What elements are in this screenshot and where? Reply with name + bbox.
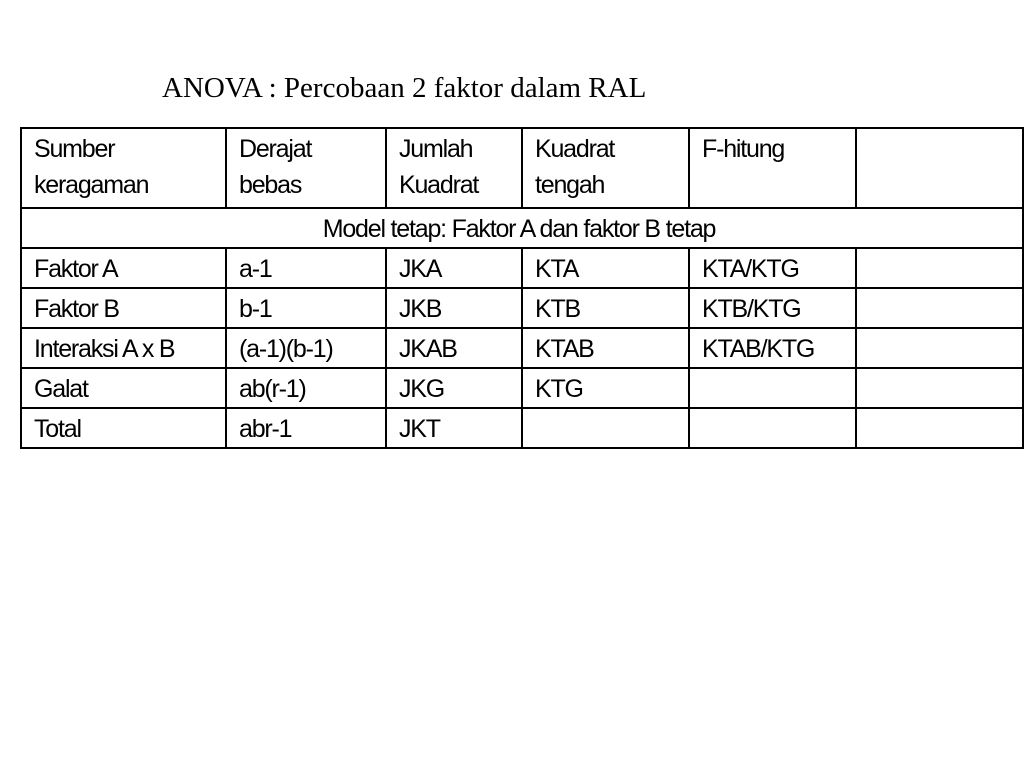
- header-line: bebas: [239, 171, 302, 199]
- header-cell-derajat-bebas: [226, 128, 386, 208]
- header-cell-jumlah-kuadrat: [386, 128, 522, 208]
- header-cell-f-hitung: [689, 128, 856, 208]
- table-row: [21, 368, 1023, 408]
- table-cell: abr-1: [226, 408, 386, 448]
- table-cell: [689, 368, 856, 408]
- table-cell: Faktor A: [21, 248, 226, 288]
- table-cell: KTA/KTG: [689, 248, 856, 288]
- table-row: [21, 248, 1023, 288]
- table-cell: KTB: [522, 288, 689, 328]
- table-cell: Galat: [21, 368, 226, 408]
- table-cell: a-1: [226, 248, 386, 288]
- header-cell-kuadrat-tengah: [522, 128, 689, 208]
- table-header-row: [21, 128, 1023, 208]
- table-cell: KTA: [522, 248, 689, 288]
- header-cell-empty: [856, 128, 1023, 208]
- table-cell: b-1: [226, 288, 386, 328]
- table-cell: Total: [21, 408, 226, 448]
- table-cell: Faktor B: [21, 288, 226, 328]
- table-cell: JKA: [386, 248, 522, 288]
- table-cell: JKG: [386, 368, 522, 408]
- header-line: F-hitung: [702, 135, 785, 163]
- table-row: [21, 288, 1023, 328]
- table-row: [21, 408, 1023, 448]
- header-cell-sumber-keragaman: [21, 128, 226, 208]
- table-cell: JKB: [386, 288, 522, 328]
- header-line: Derajat: [239, 135, 312, 163]
- table-cell: KTG: [522, 368, 689, 408]
- table-cell: KTAB/KTG: [689, 328, 856, 368]
- table-cell: [856, 288, 1023, 328]
- header-line: Jumlah: [399, 135, 473, 163]
- table-cell: JKAB: [386, 328, 522, 368]
- table-cell: ab(r-1): [226, 368, 386, 408]
- table-cell: KTB/KTG: [689, 288, 856, 328]
- table-cell: [856, 248, 1023, 288]
- model-row: [21, 208, 1023, 248]
- table-cell: [856, 368, 1023, 408]
- header-line: Kuadrat: [535, 135, 615, 163]
- table-cell: [522, 408, 689, 448]
- page-title: ANOVA : Percobaan 2 faktor dalam RAL: [162, 72, 647, 104]
- header-line: tengah: [535, 171, 605, 199]
- table-cell: (a-1)(b-1): [226, 328, 386, 368]
- header-line: Kuadrat: [399, 171, 479, 199]
- table-cell: [689, 408, 856, 448]
- table-row: [21, 328, 1023, 368]
- table-cell: KTAB: [522, 328, 689, 368]
- table-cell: [856, 408, 1023, 448]
- table-cell: JKT: [386, 408, 522, 448]
- table-cell: [856, 328, 1023, 368]
- header-line: Sumber: [34, 135, 115, 163]
- table-cell: Interaksi A x B: [21, 328, 226, 368]
- model-row-cell: Model tetap: Faktor A dan faktor B tetap: [21, 208, 1023, 248]
- header-line: keragaman: [34, 171, 149, 199]
- anova-table: [20, 127, 1024, 449]
